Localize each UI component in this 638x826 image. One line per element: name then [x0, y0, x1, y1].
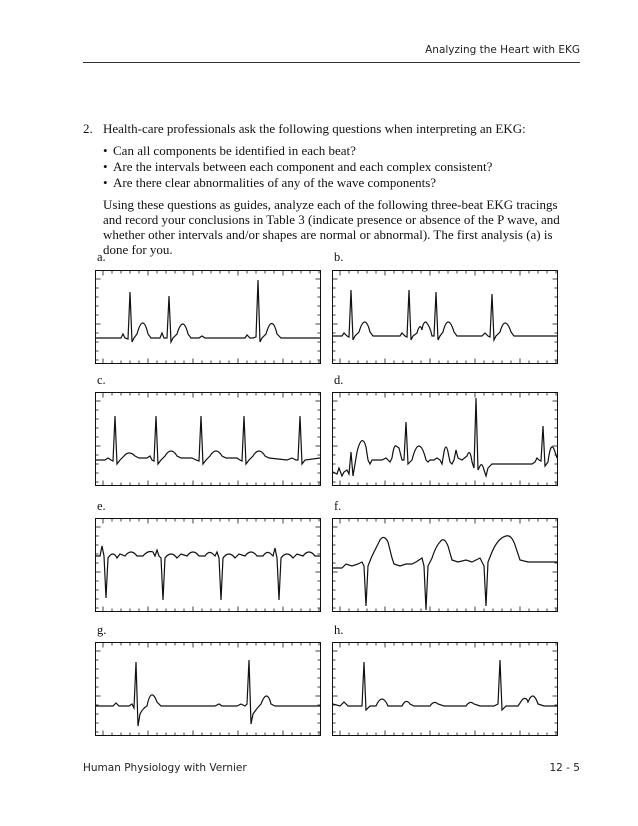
- bullet-text: Are there clear abnormalities of any of the wave components?: [113, 175, 437, 190]
- frame-tick-marks: [96, 519, 321, 612]
- tracing-label-e: e.: [97, 499, 106, 513]
- ekg-tracing-b: [332, 270, 558, 364]
- ekg-tracing-c: [95, 392, 321, 486]
- tracing-label-f: f.: [334, 499, 342, 513]
- header-rule: [83, 62, 580, 63]
- ekg-tracing-g: [95, 642, 321, 736]
- frame-tick-marks: [333, 393, 558, 486]
- bullet-text: Can all components be identified in each beat?: [113, 143, 356, 158]
- instructions-paragraph: Using these questions as guides, analyze each of the following three-beat EKG tracings and record your conclusions in Table 3 (indicate presence or absence of the P wave, and whether other intervals and/or shapes are normal or abnormal). The first analysis (a) is done for you.: [103, 197, 560, 257]
- question-number: 2.: [83, 121, 93, 136]
- ekg-tracing-a: [95, 270, 321, 364]
- ekg-tracing-d: [332, 392, 558, 486]
- tracing-label-d: d.: [334, 373, 344, 387]
- bullet-item: [103, 175, 492, 191]
- ekg-tracing-f: [332, 518, 558, 612]
- bullet-item: [103, 143, 492, 159]
- bullet-item: [103, 159, 492, 175]
- ekg-tracing-e: [95, 518, 321, 612]
- tracing-label-h: h.: [334, 623, 344, 637]
- tracing-label-c: c.: [97, 373, 106, 387]
- tracing-label-g: g.: [97, 623, 107, 637]
- footer-page-number: 12 - 5: [549, 762, 580, 774]
- question-text: Health-care professionals ask the following questions when interpreting an EKG:: [103, 121, 526, 136]
- tracing-label-a: a.: [97, 250, 106, 264]
- bullet-icon: •: [103, 143, 108, 158]
- frame-tick-marks: [96, 393, 321, 486]
- ekg-tracing-h: [332, 642, 558, 736]
- bullet-icon: •: [103, 159, 108, 174]
- frame-tick-marks: [333, 643, 558, 736]
- bullet-icon: •: [103, 175, 108, 190]
- bullet-text: Are the intervals between each component and each complex consistent?: [113, 159, 493, 174]
- frame-tick-marks: [96, 643, 321, 736]
- question-bullet-list: [103, 143, 492, 191]
- tracing-label-b: b.: [334, 250, 344, 264]
- frame-tick-marks: [333, 271, 558, 364]
- footer-book-title: Human Physiology with Vernier: [83, 762, 247, 774]
- running-header: Analyzing the Heart with EKG: [425, 44, 580, 56]
